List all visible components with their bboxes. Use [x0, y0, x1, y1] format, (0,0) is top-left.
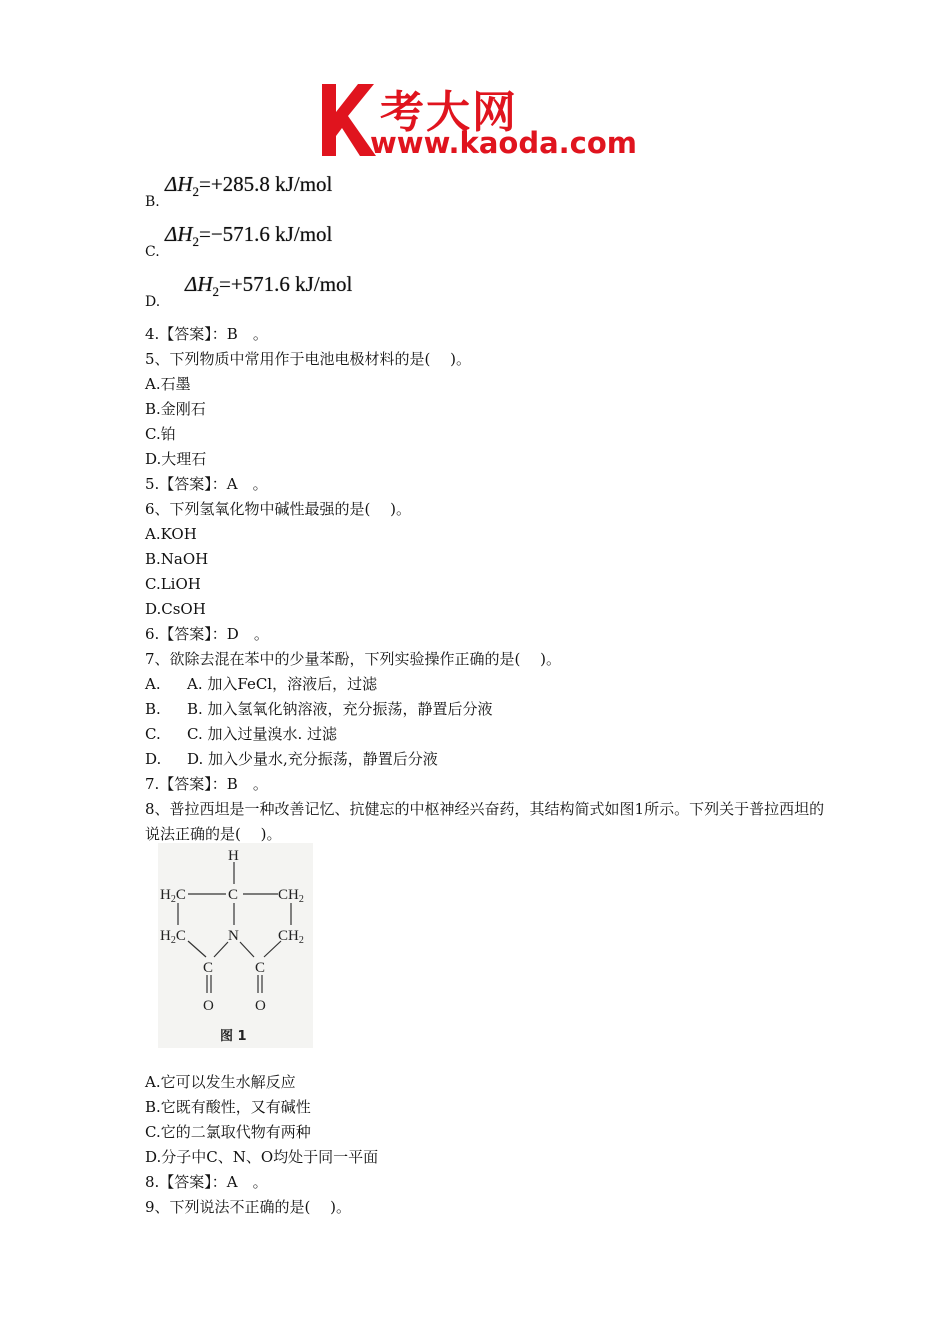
question-stem: 8、普拉西坦是一种改善记忆、抗健忘的中枢神经兴奋药，其结构简式如图1所示。下列关于普拉西坦的说法正确的是( )。 [145, 800, 825, 843]
figure-caption: 图 1 [220, 1029, 247, 1044]
formula-text: $\Delta H_2=+285.8$ kJ/mol [165, 171, 333, 199]
option-letter: D. [145, 294, 161, 310]
atom-h2c-top: $H_2C$ [160, 887, 186, 905]
atom-h2c-bottom: $H_2C$ [160, 928, 186, 946]
answer-line: 7.【答案】：B 。 [145, 775, 268, 793]
piracetam-structure-diagram [158, 843, 313, 1048]
answer-line: 6.【答案】：D 。 [145, 625, 269, 643]
option-line: B.它既有酸性，又有碱性 [145, 1098, 311, 1116]
atom-o-right: O [255, 998, 266, 1014]
option-line: D.CsOH [145, 600, 206, 618]
question-block [145, 322, 825, 847]
kaoda-logo [318, 78, 648, 162]
atom-n: N [228, 928, 239, 944]
question-stem: 5、下列物质中常用作于电池电极材料的是( )。 [145, 350, 472, 368]
option-line: A. A. 加入FeCl，溶液后，过滤 [145, 675, 378, 693]
option-line: D. D. 加入少量水,充分振荡，静置后分液 [145, 750, 438, 768]
logo-k-icon [318, 80, 378, 160]
option-line: A.KOH [145, 525, 197, 543]
option-line: C.LiOH [145, 575, 201, 593]
answer-line: 4.【答案】：B 。 [145, 325, 268, 343]
structure-figure [158, 843, 313, 1048]
option-line: C.它的二氯取代物有两种 [145, 1123, 311, 1141]
atom-c-center: C [228, 887, 239, 903]
option-line: B. B. 加入氢氧化钠溶液，充分振荡，静置后分液 [145, 700, 493, 718]
question-stem: 7、欲除去混在苯中的少量苯酚，下列实验操作正确的是( )。 [145, 650, 562, 668]
atom-c-right: C [255, 960, 266, 976]
atom-c-left: C [203, 960, 214, 976]
formula-text: $\Delta H_2=-571.6$ kJ/mol [165, 221, 333, 249]
answer-line: 8.【答案】：A 。 [145, 1173, 268, 1191]
option-line: B.NaOH [145, 550, 209, 568]
logo-url: www.kaoda.com [370, 126, 637, 160]
option-line: A.它可以发生水解反应 [145, 1073, 296, 1091]
option-letter: C. [145, 244, 160, 260]
option-line: A.石墨 [145, 375, 191, 393]
formula-option-c [145, 220, 545, 260]
atom-ch2-bottom: $CH_2$ [278, 928, 304, 946]
question-block-2 [145, 1070, 825, 1220]
formula-option-d [145, 270, 545, 310]
option-line: D.大理石 [145, 450, 207, 468]
question-stem: 9、下列说法不正确的是( )。 [145, 1198, 352, 1216]
option-line: C. C. 加入过量溴水. 过滤 [145, 725, 338, 743]
answer-line: 5.【答案】：A 。 [145, 475, 268, 493]
atom-h: H [228, 848, 239, 864]
logo-name: 考大网 [380, 87, 518, 138]
atom-o-left: O [203, 998, 214, 1014]
option-line: B.金刚石 [145, 400, 206, 418]
option-line: D.分子中C、N、O均处于同一平面 [145, 1148, 379, 1166]
atom-ch2-top: $CH_2$ [278, 887, 304, 905]
question-stem: 6、下列氢氧化物中碱性最强的是( )。 [145, 500, 412, 518]
option-letter: B. [145, 194, 160, 210]
option-line: C.铂 [145, 425, 176, 443]
formula-option-b [145, 170, 545, 210]
formula-text: $\Delta H_2=+571.6$ kJ/mol [185, 271, 353, 299]
